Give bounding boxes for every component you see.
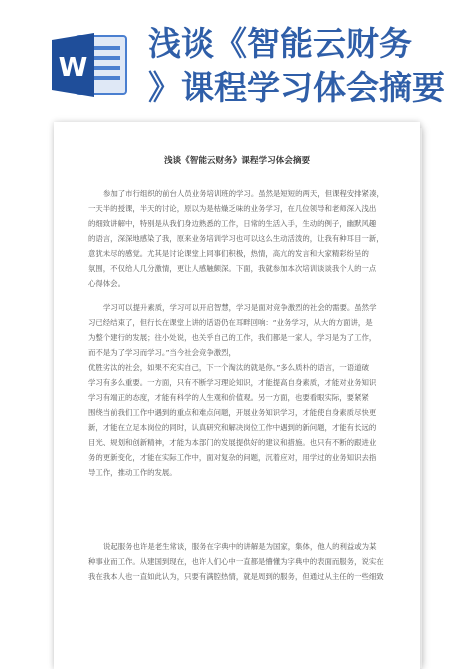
text-line: 一天半的授课，半天的讨论，原以为是枯燥乏味的业务学习，在几位领导和老师深入浅出 <box>88 204 377 213</box>
paragraph-2 <box>88 300 393 480</box>
text-line: 氛围，不仅给人几分激情，更让人感触颇深。下面，我就参加本次培训谈谈我个人的一点 <box>88 264 377 273</box>
document-title: 浅谈《智能云财务》课程学习体会摘要 <box>163 156 311 166</box>
text-line: 种事业而工作。从建国到现在，也许人们心中一直都是懵懂为字典中的表面而服务，说实在 <box>88 557 384 566</box>
text-line: 优胜劣汰的社会，如果不充实自己，下一个淘汰的就是你。”多么质朴的语言，一语道破 <box>88 363 369 372</box>
text-line: 意犹未尽的感觉。尤其是讨论课堂上同事们积极，热情，高亢的发言和大家精彩纷呈的 <box>88 249 369 258</box>
paragraph-1 <box>88 186 393 291</box>
text-line: 我在我本人也一直如此认为，只要有满腔热情，就是周到的服务，但通过从主任的一些细致 <box>88 572 384 581</box>
banner-title-line-2: 》课程学习体会摘要 <box>148 68 445 107</box>
word-icon <box>50 30 130 100</box>
text-line: 围绕当前我们工作中遇到的重点和难点问题，开展业务知识学习，才能使自身素质尽快更 <box>88 408 377 417</box>
document-page <box>54 122 420 669</box>
text-line: 导工作，推动工作的发展。 <box>88 468 177 477</box>
text-line: 目光、规划和创新精神，才能为本部门的发展提供好的建议和措施。也只有不断的跟进业 <box>88 438 377 447</box>
text-line: 学习有多么重要。一方面，只有不断学习理论知识，才能提高自身素质，才能对业务知识 <box>88 378 377 387</box>
text-line: 学习有端正的态度，才能有科学的人生观和价值观。另一方面，也要看眼实际，要紧紧 <box>88 393 369 402</box>
paragraph-3 <box>88 539 393 584</box>
text-line: 说起服务也许是老生常谈，服务在字典中的讲解是为国家，集体，他人的利益或为某 <box>103 542 377 551</box>
text-line: 习已经结束了，但行长在课堂上讲的话语仍在耳畔回响：“业务学习，从大的方面讲，是 <box>88 318 373 327</box>
text-line: 新，才能在立足本岗位的同时，认真研究和解决岗位工作中遇到的新问题，才能有长远的 <box>88 423 377 432</box>
text-line: 学习可以提升素质，学习可以开启智慧，学习是面对竞争激烈的社会的需要。虽然学 <box>103 303 377 312</box>
text-line: 心得体会。 <box>88 279 125 288</box>
text-line: 参加了市行组织的前台人员业务培训班的学习。虽然是短短的两天，但课程安排紧凑， <box>103 189 384 198</box>
text-line: 而不是为了学习而学习。”当今社会竞争激烈， <box>88 348 236 357</box>
text-line: 务的更新变化，才能在实际工作中，面对复杂的问题，沉着应对，用学过的业务知识去指 <box>88 453 377 462</box>
text-line: 的细致讲解中，特别是从我们身边熟悉的工作，日常的生活入手，生动的例子，幽默风趣 <box>88 219 377 228</box>
banner <box>0 0 474 118</box>
text-line: 的语言，深深地感染了我，原来业务培训学习也可以这么生动活泼的，让我有种耳目一新， <box>88 234 384 243</box>
text-line: 为整个建行的发展；往小处说，也关乎自己的工作，我们都是一家人，学习是为了工作， <box>88 333 377 342</box>
banner-title-line-1: 浅谈《智能云财务 <box>148 24 412 63</box>
banner-title <box>148 22 466 110</box>
svg-text:W: W <box>58 53 88 83</box>
